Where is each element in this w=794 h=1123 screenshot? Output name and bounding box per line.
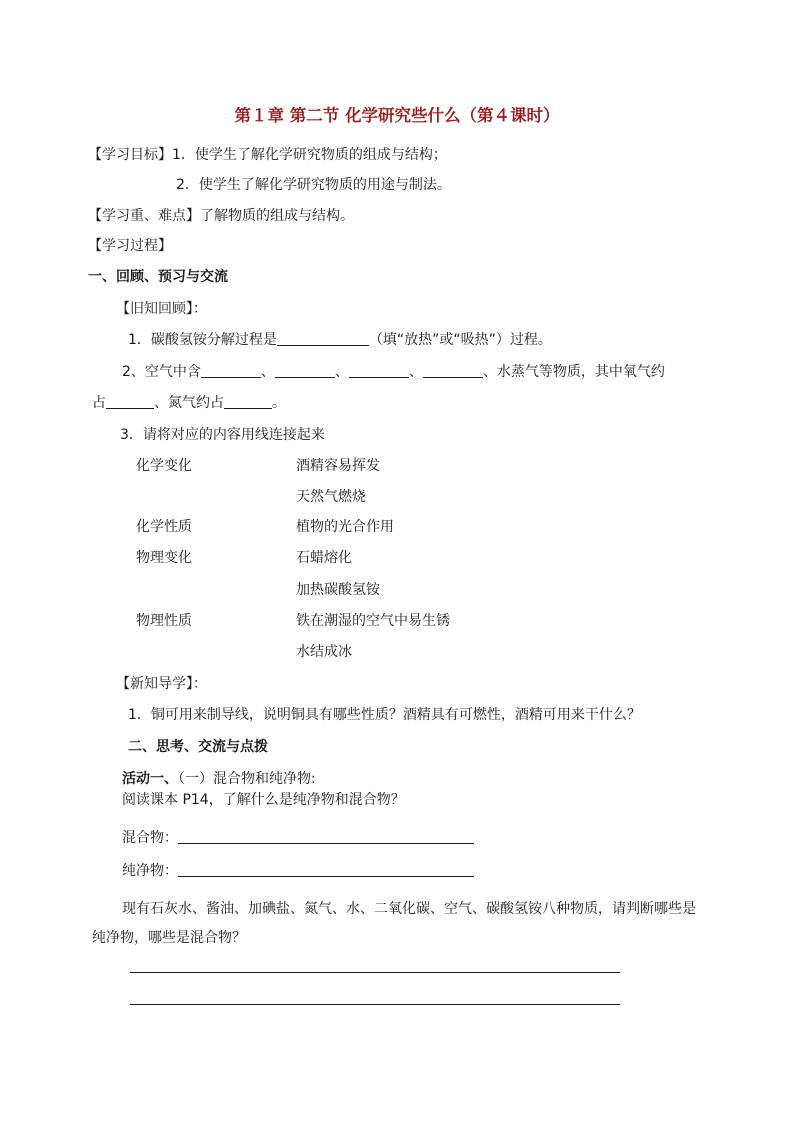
question-2-line2-end: 。 [272, 395, 286, 411]
match-right-item: 铁在潮湿的空气中易生锈 [296, 613, 450, 629]
answer-blank [277, 331, 369, 346]
match-left-item: 物理变化 [136, 550, 192, 566]
answer-blank [275, 363, 335, 378]
answer-line [130, 972, 620, 973]
separator: 、 [334, 364, 349, 380]
mixture-label: 混合物： [122, 830, 178, 846]
activity-label: 活动一、 [122, 771, 178, 787]
answer-line [130, 1004, 620, 1005]
reading-instruction: 阅读课本 P14，了解什么是纯净物和混合物？ [122, 792, 405, 808]
question-2-line2-prefix: 占 [92, 395, 106, 411]
question-1 [128, 331, 552, 349]
match-right-item: 加热碳酸氢铵 [296, 582, 380, 598]
question-2 [122, 363, 665, 381]
goals-line-1 [88, 146, 447, 164]
question-2-suffix: 、水蒸气等物质，其中氧气约 [482, 364, 665, 380]
question-1-prefix: 1．碳酸氢铵分解过程是 [128, 332, 277, 348]
key-points-line [88, 207, 354, 225]
question-2-prefix: 2、空气中含 [122, 364, 201, 380]
answer-blank [349, 363, 409, 378]
goals-label: 【学习目标】 [88, 147, 172, 163]
activity-title: （一）混合物和纯净物: [178, 771, 316, 787]
question-paragraph-line-1: 现有石灰水、酱油、加碘盐、氮气、水、二氧化碳、空气、碳酸氢铵八种物质，请判断哪些是 [122, 901, 696, 917]
mixture-answer-line [178, 843, 474, 844]
new-question-1: 1．铜可用来制导线，说明铜具有哪些性质？酒精具有可燃性，酒精可用来干什么？ [128, 707, 641, 723]
answer-blank [201, 363, 261, 378]
answer-blank [106, 394, 154, 409]
question-paragraph-line-2: 纯净物，哪些是混合物？ [92, 930, 246, 946]
answer-blank [423, 363, 483, 378]
goal-item-1: 1．使学生了解化学研究物质的组成与结构； [172, 147, 447, 163]
match-right-item: 植物的光合作用 [296, 519, 394, 535]
match-right-item: 水结成冰 [296, 644, 352, 660]
new-knowledge-label: 【新知导学】： [116, 676, 207, 692]
pure-answer-line [178, 876, 474, 877]
question-2-line-2 [92, 394, 286, 412]
question-2-line2-mid: 、氮气约占 [154, 395, 224, 411]
match-left-item: 物理性质 [136, 613, 192, 629]
match-left-item: 化学性质 [136, 519, 192, 535]
activity-heading [122, 770, 316, 788]
match-left-item: 化学变化 [136, 458, 192, 474]
answer-blank [224, 394, 272, 409]
question-1-suffix: （填“放热”或“吸热”）过程。 [368, 332, 552, 348]
match-right-item: 天然气燃烧 [296, 489, 366, 505]
pure-substance-label: 纯净物： [122, 863, 178, 879]
match-right-item: 酒精容易挥发 [296, 458, 380, 474]
section1-heading: 一、回顾、预习与交流 [88, 269, 228, 285]
match-right-item: 石蜡熔化 [296, 550, 352, 566]
separator: 、 [260, 364, 275, 380]
goal-item-2: 2．使学生了解化学研究物质的用途与制法。 [176, 177, 451, 193]
key-points-text: 了解物质的组成与结构。 [200, 208, 354, 224]
section2-heading: 二、思考、交流与点拨 [128, 739, 268, 755]
key-points-label: 【学习重、难点】 [88, 208, 200, 224]
review-label: 【旧知回顾】： [116, 301, 207, 317]
separator: 、 [408, 364, 423, 380]
page-title: 第１章 第二节 化学研究些什么（第４课时） [234, 106, 560, 125]
process-label: 【学习过程】 [88, 238, 172, 254]
question-3: 3．请将对应的内容用线连接起来 [120, 427, 325, 443]
